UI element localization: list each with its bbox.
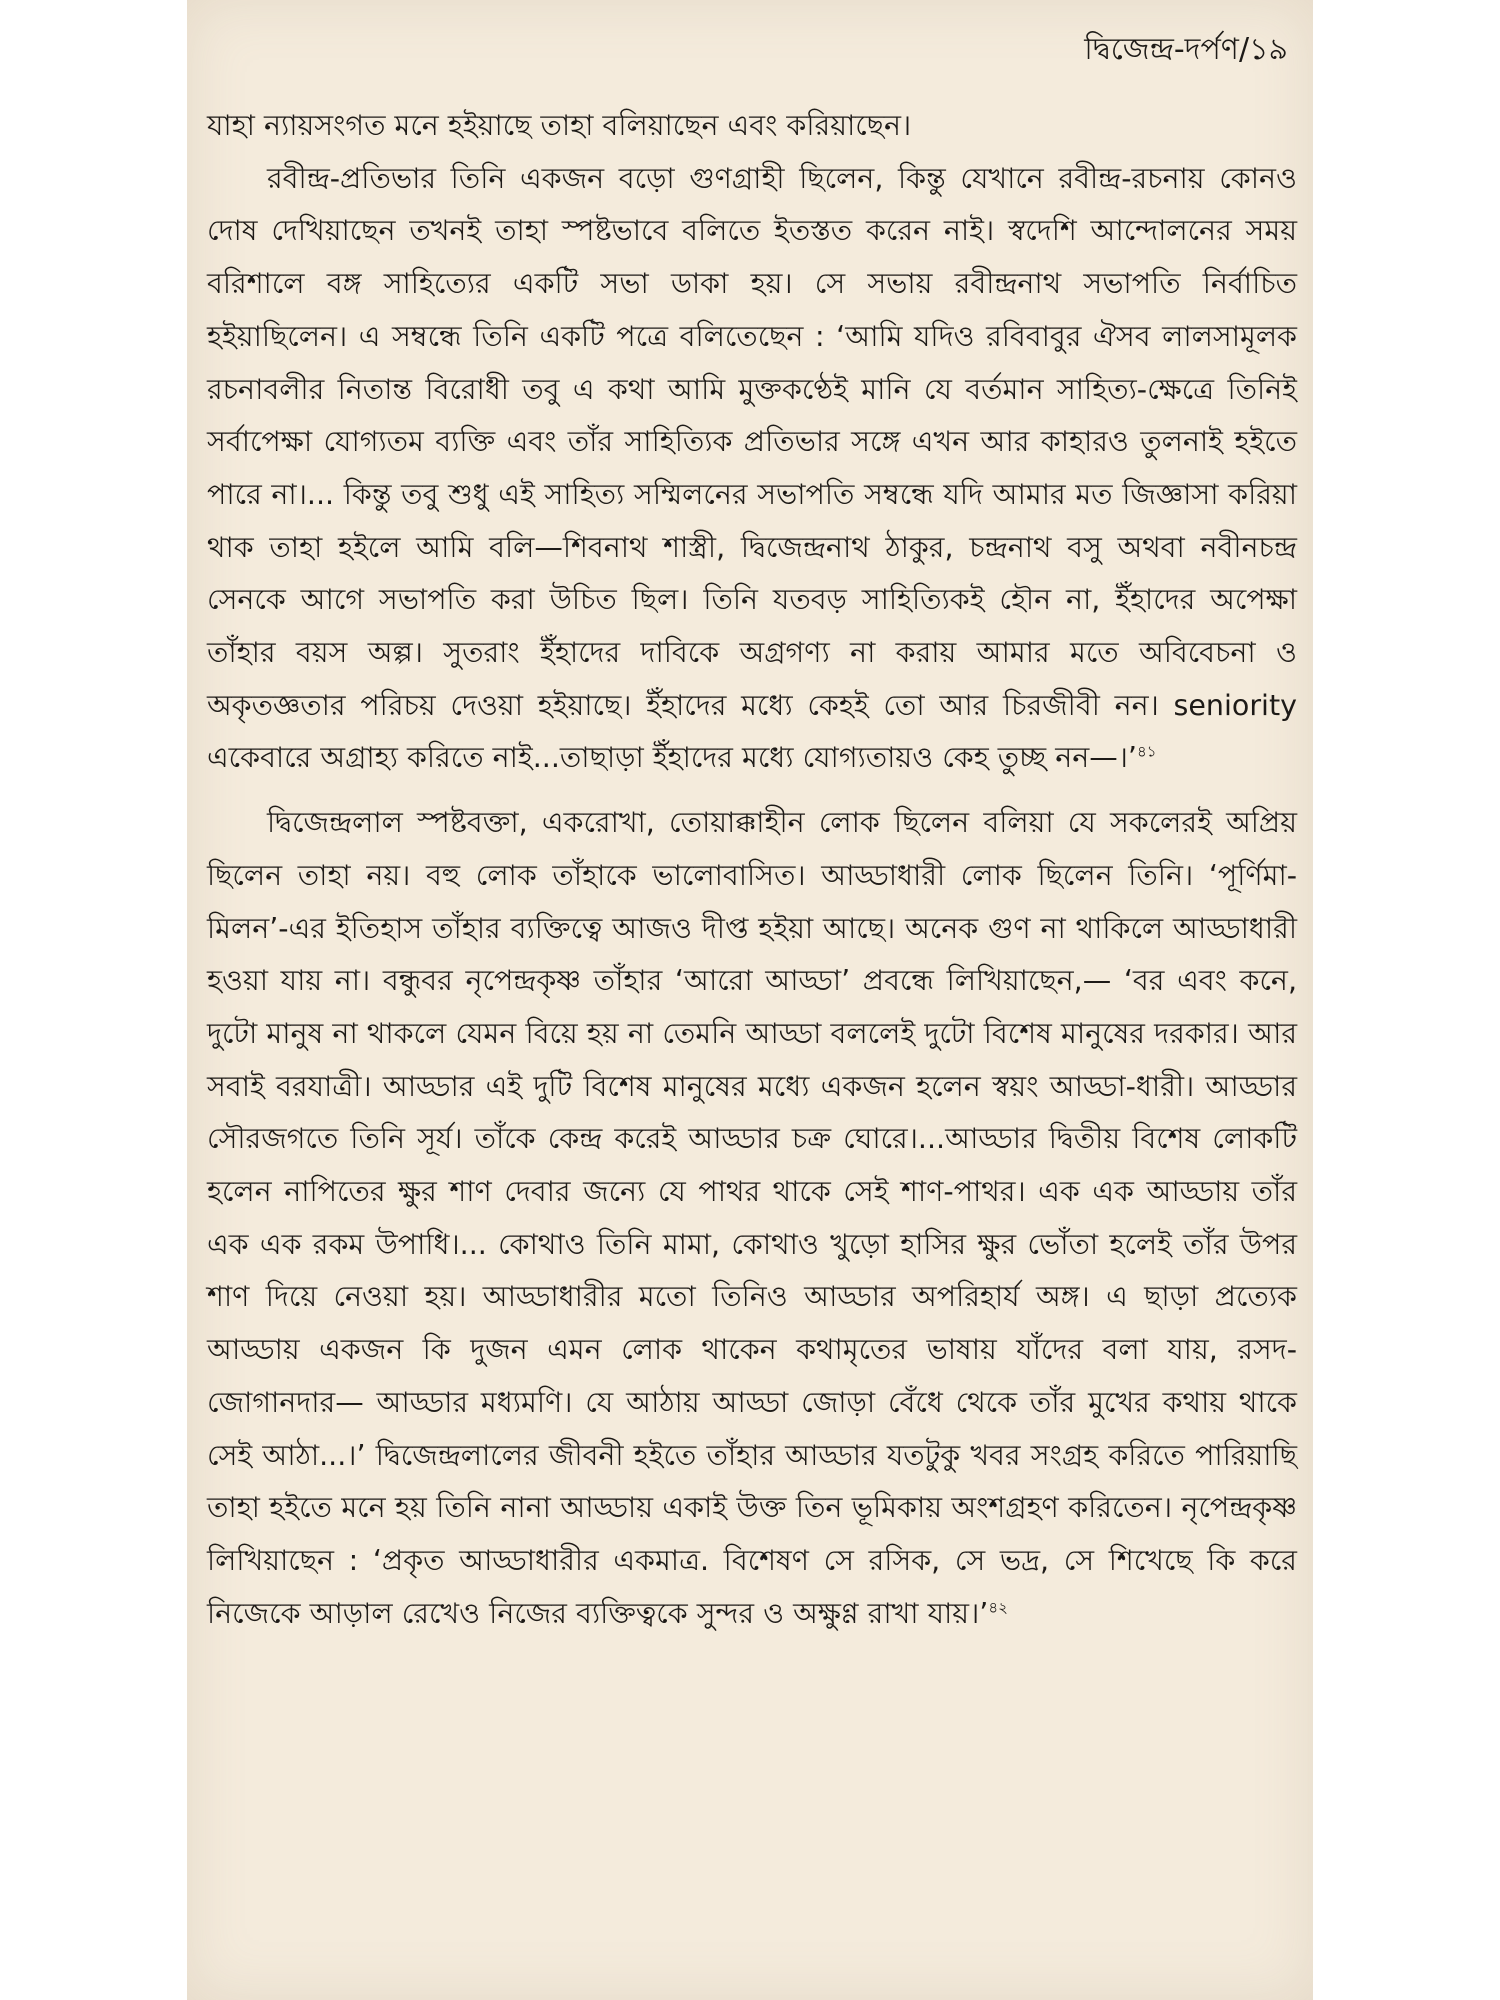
paragraph-2 [207,153,1297,785]
paragraph-3-text: দ্বিজেন্দ্রলাল স্পষ্টবক্তা, একরোখা, তোয়াক্কাহীন লোক ছিলেন বলিয়া যে সকলেরই অপ্রিয় ছিলেন তাহা নয়। বহু লোক তাঁহাকে ভালোবাসিত। আড্ডাধারী লোক ছিলেন তিনি। ‘পূর্ণিমা-মিলন’-এর ইতিহাস তাঁহার ব্যক্তিত্বে আজও দীপ্ত হইয়া আছে। অনেক গুণ না থাকিলে আড্ডাধারী হওয়া যায় না। বন্ধুবর নৃপেন্দ্রকৃষ্ণ তাঁহার ‘আরো আড্ডা’ প্রবন্ধে লিখিয়াছেন,— ‘বর এবং কনে, দুটো মানুষ না থাকলে যেমন বিয়ে হয় না তেমনি আড্ডা বললেই দুটো বিশেষ মানুষের দরকার। আর সবাই বরযাত্রী। আড্ডার এই দুটি বিশেষ মানুষের মধ্যে একজন হলেন স্বয়ং আড্ডা-ধারী। আড্ডার সৌরজগতে তিনি সূর্য। তাঁকে কেন্দ্র করেই আড্ডার চক্র ঘোরে।...আড্ডার দ্বিতীয় বিশেষ লোকটি হলেন নাপিতের ক্ষুর শাণ দেবার জন্যে যে পাথর থাকে সেই শাণ-পাথর। এক এক আড্ডায় তাঁর এক এক রকম উপাধি।... কোথাও তিনি মামা, কোথাও খুড়ো হাসির ক্ষুর ভোঁতা হলেই তাঁর উপর শাণ দিয়ে নেওয়া হয়। আড্ডাধারীর মতো তিনিও আড্ডার অপরিহার্য অঙ্গ। এ ছাড়া প্রত্যেক আড্ডায় একজন কি দুজন এমন লোক থাকেন কথামৃতের ভাষায় যাঁদের বলা যায়, রসদ-জোগানদার— আড্ডার মধ্যমণি। যে আঠায় আড্ডা জোড়া বেঁধে থেকে তাঁর মুখের কথায় থাকে সেই আঠা...।’ দ্বিজেন্দ্রলালের জীবনী হইতে তাঁহার আড্ডার যতটুকু খবর সংগ্রহ করিতে পারিয়াছি তাহা হইতে মনে হয় তিনি নানা আড্ডায় একাই উক্ত তিন ভূমিকায় অংশগ্রহণ করিতেন। নৃপেন্দ্রকৃষ্ণ লিখিয়াছেন : ‘প্রকৃত আড্ডাধারীর একমাত্র. বিশেষণ সে রসিক, সে ভদ্র, সে শিখেছে কি করে নিজেকে আড়াল রেখেও নিজের ব্যক্তিত্বকে সুন্দর ও অক্ষুণ্ণ রাখা যায়।’ [207,806,1297,1630]
paragraph-1-text: যাহা ন্যায়সংগত মনে হইয়াছে তাহা বলিয়াছেন এবং করিয়াছেন। [207,109,912,142]
footnote-ref-42: ৪২ [988,1598,1008,1617]
running-head [1084,30,1288,70]
paragraph-2-text: রবীন্দ্র-প্রতিভার তিনি একজন বড়ো গুণগ্রাহী ছিলেন, কিন্তু যেখানে রবীন্দ্র-রচনায় কোনও দোষ দেখিয়াছেন তখনই তাহা স্পষ্টভাবে বলিতে ইতস্তত করেন নাই। স্বদেশি আন্দোলনের সময় বরিশালে বঙ্গ সাহিত্যের একটি সভা ডাকা হয়। সে সভায় রবীন্দ্রনাথ সভাপতি নির্বাচিত হইয়াছিলেন। এ সম্বন্ধে তিনি একটি পত্রে বলিতেছেন : ‘আমি যদিও রবিবাবুর ঐসব লালসামূলক রচনাবলীর নিতান্ত বিরোধী তবু এ কথা আমি মুক্তকণ্ঠেই মানি যে বর্তমান সাহিত্য-ক্ষেত্রে তিনিই সর্বাপেক্ষা যোগ্যতম ব্যক্তি এবং তাঁর সাহিত্যিক প্রতিভার সঙ্গে এখন আর কাহারও তুলনাই হইতে পারে না।... কিন্তু তবু শুধু এই সাহিত্য সম্মিলনের সভাপতি সম্বন্ধে যদি আমার মত জিজ্ঞাসা করিয়া থাক তাহা হইলে আমি বলি—শিবনাথ শাস্ত্রী, দ্বিজেন্দ্রনাথ ঠাকুর, চন্দ্রনাথ বসু অথবা নবীনচন্দ্র সেনকে আগে সভাপতি করা উচিত ছিল। তিনি যতবড় সাহিত্যিকই হৌন না, ইঁহাদের অপেক্ষা তাঁহার বয়স অল্প। সুতরাং ইঁহাদের দাবিকে অগ্রগণ্য না করায় আমার মতে অবিবেচনা ও অকৃতজ্ঞতার পরিচয় দেওয়া হইয়াছে। ইঁহাদের মধ্যে কেহই তো আর চিরজীবী নন। seniority একেবারে অগ্রাহ্য করিতে নাই...তাছাড়া ইঁহাদের মধ্যে যোগ্যতায়ও কেহ তুচ্ছ নন—।’ [207,161,1297,775]
paragraph-1 [207,100,1297,153]
footnote-ref-41: ৪১ [1136,742,1157,761]
body-text [207,100,1297,1640]
paragraph-3 [207,797,1297,1640]
page-number: ১৯ [1249,32,1288,67]
book-page [187,0,1313,2000]
title-separator: / [1238,32,1250,67]
running-title: দ্বিজেন্দ্র-দর্পণ [1084,32,1239,67]
